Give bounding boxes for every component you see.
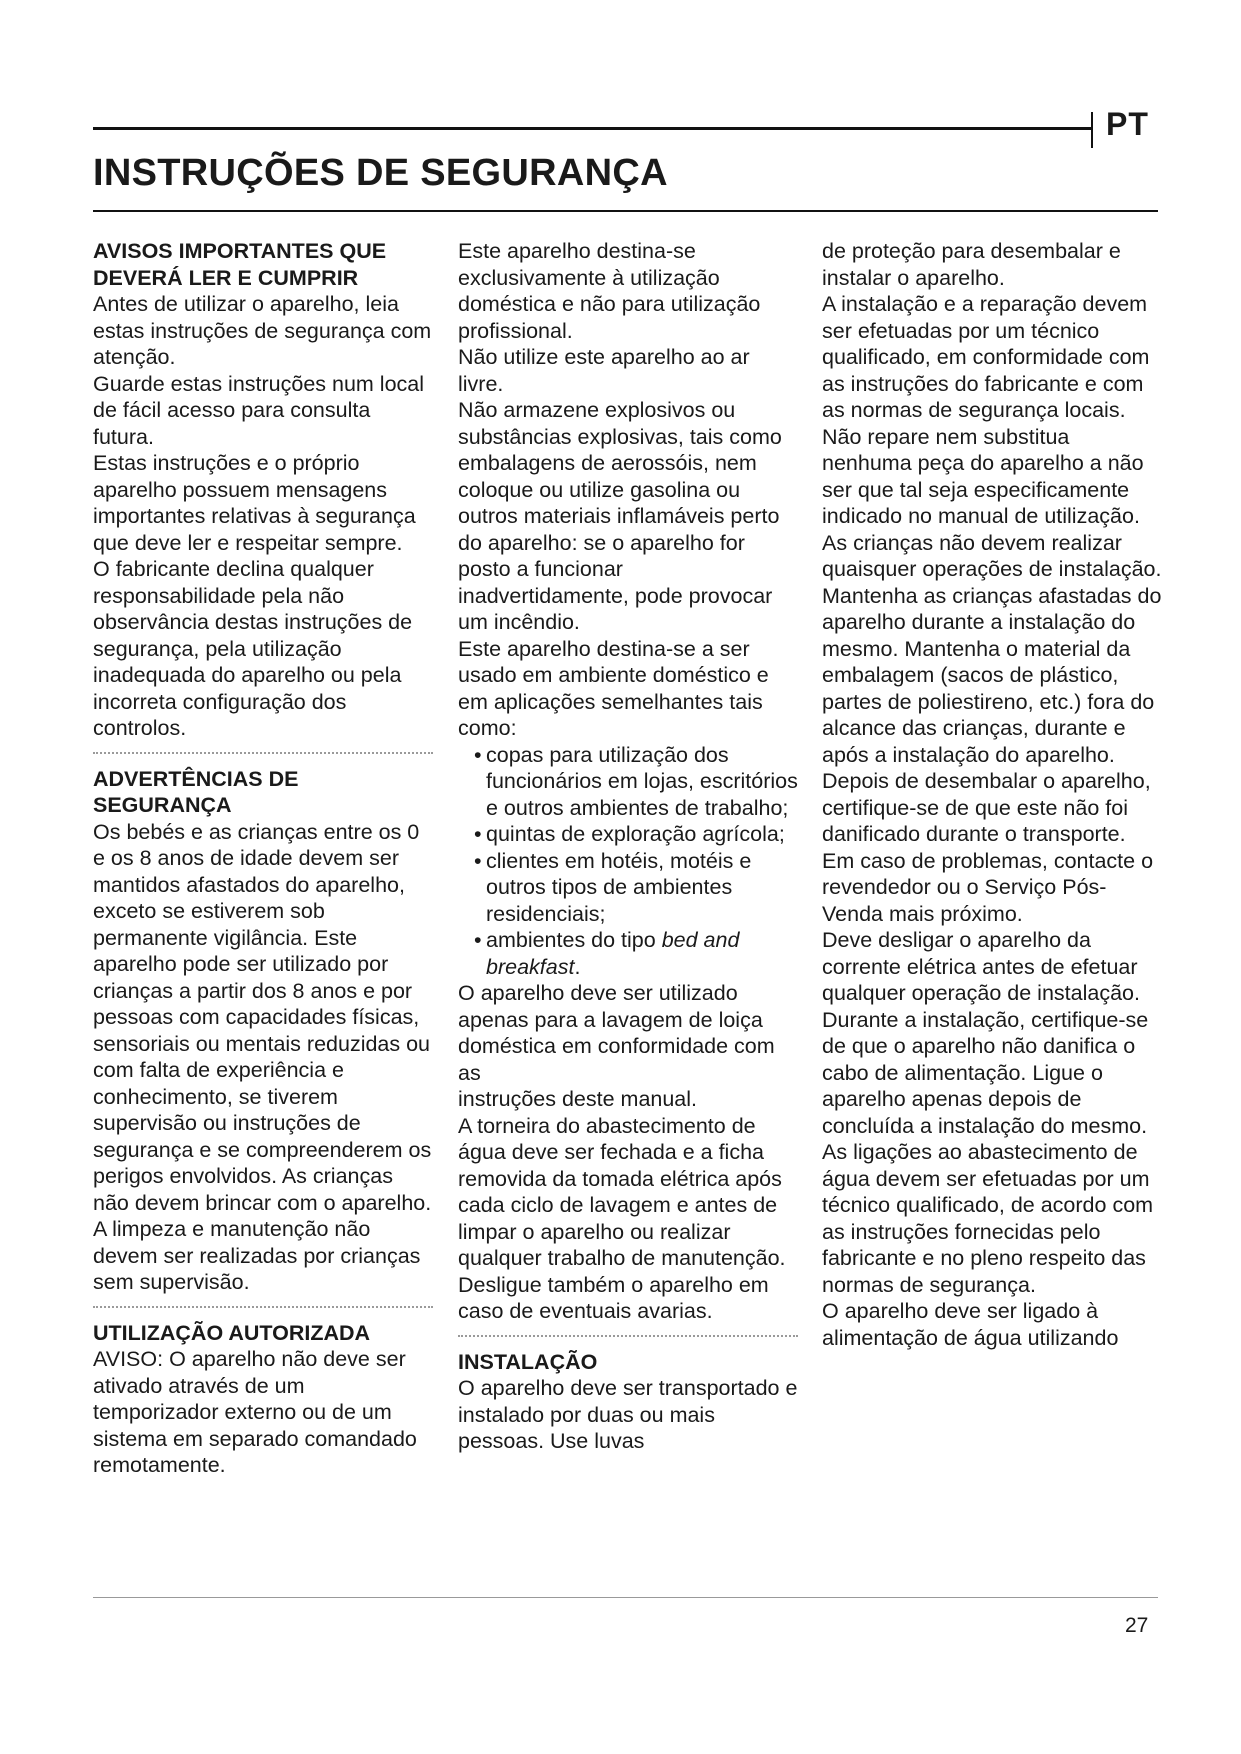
dotted-separator <box>458 1335 798 1337</box>
language-divider <box>1091 112 1093 148</box>
paragraph: instruções deste manual. <box>458 1087 698 1111</box>
paragraph: A instalação e a reparação devem ser efetuadas por um técnico qualificado, em conformidade com as instruções do fabricante e com as normas de segurança locais. Não repare nem substitua nenhuma peça do aparelho a não ser que tal seja especificamente indicado no manual de utilização. <box>822 292 1150 528</box>
paragraph: Antes de utilizar o aparelho, leia estas instruções de segurança com atenção. <box>93 292 432 369</box>
section-heading-advertencias: ADVERTÊNCIAS DE SEGURANÇA <box>93 766 299 817</box>
section-heading-instalacao: INSTALAÇÃO <box>458 1349 598 1374</box>
paragraph: Não armazene explosivos ou substâncias explosivas, tais como embalagens de aerossóis, nem coloque ou utilize gasolina ou outros materiais inflamáveis perto do aparelho: se o aparelho for posto a funcionar inadvertidamente, pode provocar um incêndio. <box>458 398 782 634</box>
paragraph: Este aparelho destina-se a ser usado em ambiente doméstico e em aplicações semelhantes tais como: <box>458 636 769 740</box>
paragraph: AVISO: O aparelho não deve ser ativado através de um temporizador externo ou de um sistema em separado comandado remotamente. <box>93 1347 417 1477</box>
paragraph: As crianças não devem realizar quaisquer operações de instalação. Mantenha as crianças afastadas do aparelho durante a instalação do mesmo. Mantenha o material da embalagem (sacos de plástico, partes de poliestireno, etc.) fora do alcance das crianças, durante e após a instalação do aparelho. <box>822 530 1162 767</box>
paragraph: A torneira do abastecimento de água deve ser fechada e a ficha removida da tomada elétrica após cada ciclo de lavagem e antes de limpar o aparelho ou realizar qualquer trabalho de manutenção. <box>458 1113 786 1270</box>
paragraph: Estas instruções e o próprio aparelho possuem mensagens importantes relativas à segurança que deve ler e respeitar sempre. <box>93 451 416 555</box>
paragraph: Desligue também o aparelho em caso de eventuais avarias. <box>458 1272 769 1323</box>
list-item <box>458 927 798 980</box>
paragraph: de proteção para desembalar e instalar o aparelho. <box>822 239 1121 290</box>
dotted-separator <box>93 752 433 754</box>
column-2 <box>458 238 798 1455</box>
title-rule <box>93 210 1158 212</box>
paragraph: Não utilize este aparelho ao ar livre. <box>458 345 750 396</box>
section-heading-avisos: AVISOS IMPORTANTES QUE DEVERÁ LER E CUMPRIR <box>93 239 387 290</box>
paragraph: Depois de desembalar o aparelho, certifique-se de que este não foi danificado durante o transporte. Em caso de problemas, contacte o revendedor ou o Serviço Pós-Venda mais próximo. <box>822 769 1154 926</box>
list-item-punct: . <box>574 954 581 979</box>
footer-rule <box>93 1597 1158 1598</box>
paragraph: Este aparelho destina-se exclusivamente à utilização doméstica e não para utilização profissional. <box>458 239 761 343</box>
list-item: • copas para utilização dos funcionários em lojas, escritórios e outros ambientes de trabalho; <box>458 742 798 822</box>
page-number: 27 <box>1125 1614 1149 1637</box>
bullet-list <box>458 742 798 981</box>
page-title: INSTRUÇÕES DE SEGURANÇA <box>93 152 668 194</box>
paragraph: O aparelho deve ser utilizado apenas para a lavagem de loiça doméstica em conformidade com as <box>458 981 775 1085</box>
dotted-separator <box>93 1306 433 1308</box>
paragraph: O aparelho deve ser transportado e instalado por duas ou mais pessoas. Use luvas <box>458 1376 798 1453</box>
header-rule <box>93 127 1091 130</box>
column-3 <box>822 238 1162 1351</box>
column-1 <box>93 238 433 1479</box>
paragraph: Deve desligar o aparelho da corrente elétrica antes de efetuar qualquer operação de instalação. <box>822 928 1140 1005</box>
list-item: • clientes em hotéis, motéis e outros tipos de ambientes residenciais; <box>458 848 798 928</box>
paragraph: O aparelho deve ser ligado à alimentação de água utilizando <box>822 1299 1119 1350</box>
paragraph: O fabricante declina qualquer responsabilidade pela não observância destas instruções de segurança, pela utilização inadequada do aparelho ou pela incorreta configuração dos controlos. <box>93 557 413 740</box>
paragraph: Durante a instalação, certifique-se de que o aparelho não danifica o cabo de alimentação. Ligue o aparelho apenas depois de concluída a instalação do mesmo. <box>822 1007 1149 1138</box>
language-code: PT <box>1106 106 1149 142</box>
paragraph: As ligações ao abastecimento de água devem ser efetuadas por um técnico qualificado, de acordo com as instruções fornecidas pelo fabricante e no pleno respeito das normas de segurança. <box>822 1140 1154 1297</box>
list-item: • quintas de exploração agrícola; <box>458 821 798 848</box>
section-heading-utilizacao: UTILIZAÇÃO AUTORIZADA <box>93 1320 371 1345</box>
paragraph: Guarde estas instruções num local de fácil acesso para consulta futura. <box>93 371 425 449</box>
paragraph: Os bebés e as crianças entre os 0 e os 8 anos de idade devem ser mantidos afastados do aparelho, exceto se estiverem sob permanente vigilância. Este aparelho pode ser utilizado por crianças a partir dos 8 anos e por pessoas com capacidades físicas, sensoriais ou mentais reduzidas ou com falta de experiência e conhecimento, se tiverem supervisão ou instruções de segurança e se compreenderem os perigos envolvidos. As crianças não devem brincar com o aparelho. A limpeza e manutenção não devem ser realizadas por crianças sem supervisão. <box>93 819 432 1294</box>
list-item-text: ambientes do tipo <box>486 928 662 952</box>
italic-term: bed and breakfast <box>486 928 740 979</box>
